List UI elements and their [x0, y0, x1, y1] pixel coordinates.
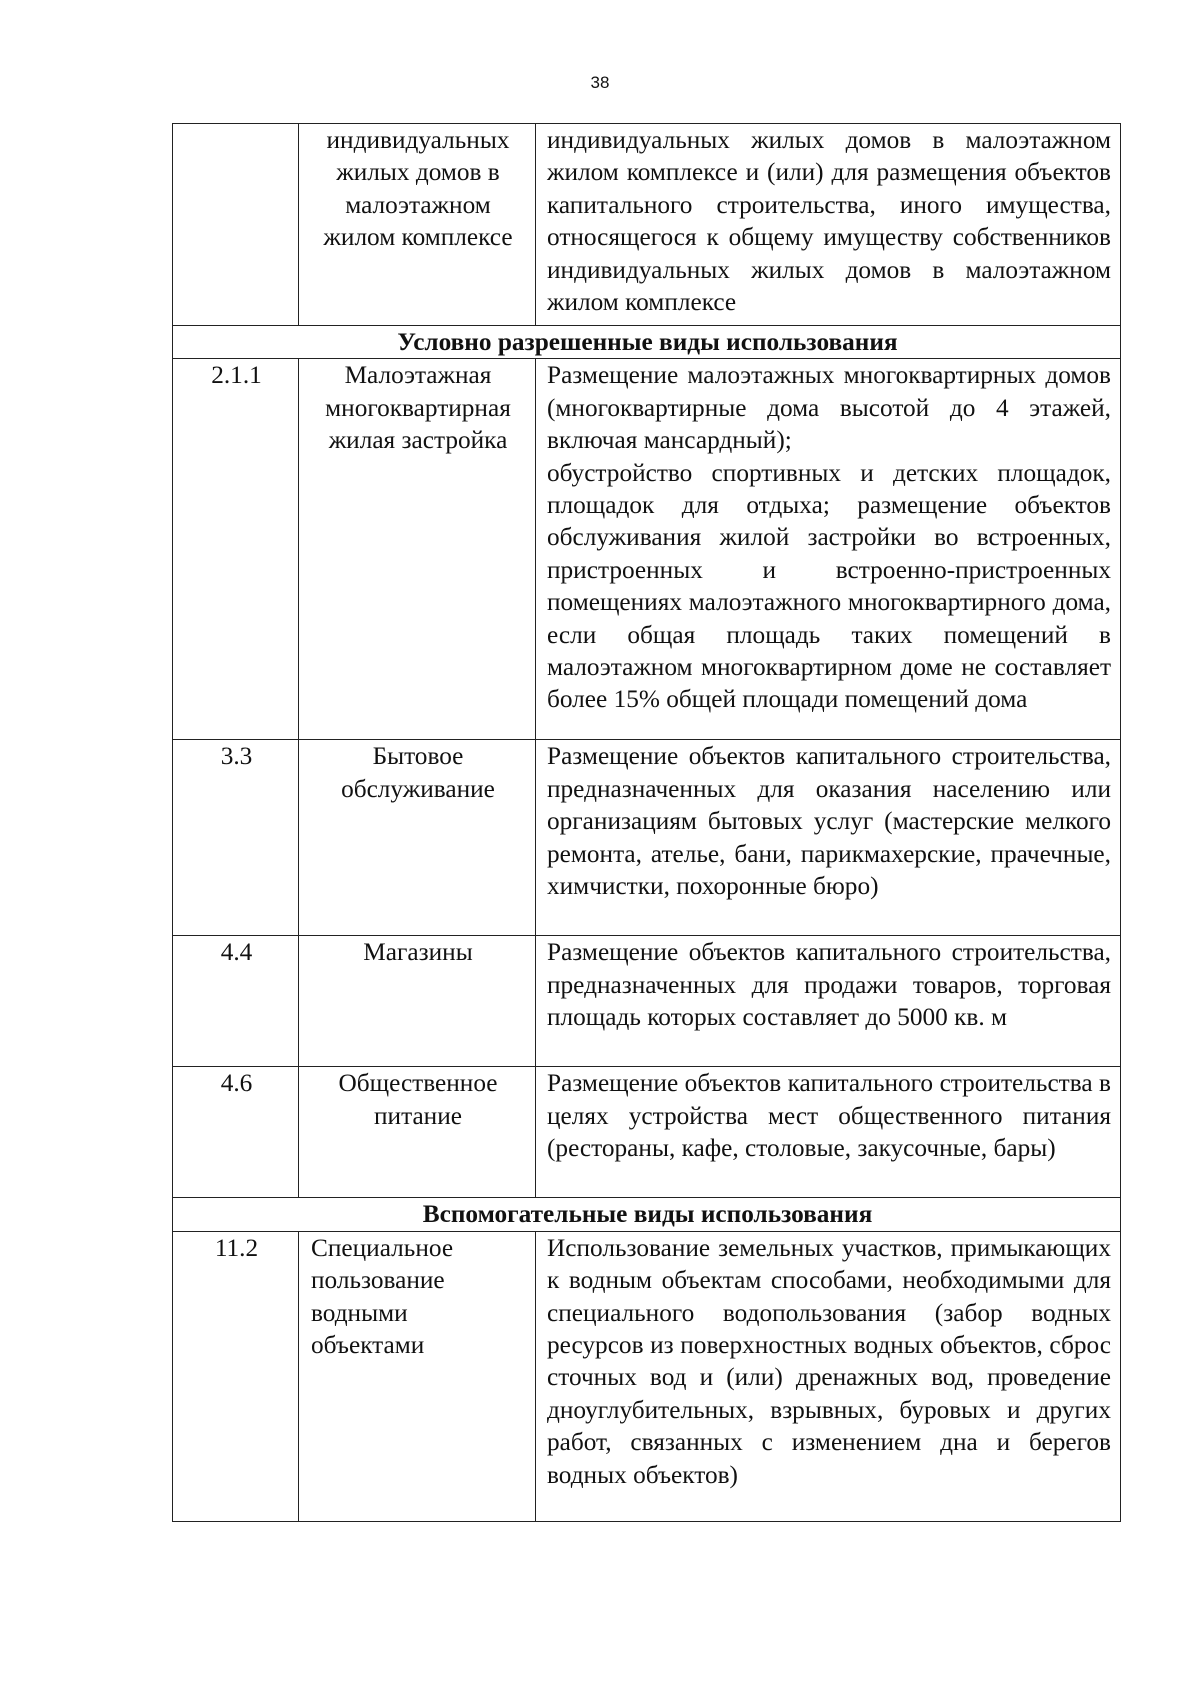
section-heading-auxiliary: Вспомогательные виды использования [173, 1198, 1121, 1231]
use-description-cell: индивидуальных жилых домов в малоэтажном жилом комплексе и (или) для размещения объектов капитального строительства, иного имущества, относящегося к общему имуществу собственников индивидуальных жилых домов в малоэтажном жилом комплексе [536, 124, 1121, 326]
table-row [173, 1231, 1121, 1521]
use-description-cell: Размещение объектов капитального строительства, предназначенных для оказания населению или организациям бытовых услуг (мастерские мелкого ремонта, ателье, бани, парикмахерские, прачечные, химчистки, похоронные бюро) [536, 740, 1121, 936]
description-paragraph: Размещение малоэтажных многоквартирных домов (многоквартирные дома высотой до 4 этажей, включая мансардный); [547, 361, 1111, 455]
use-code-cell: 4.4 [173, 936, 299, 1067]
use-description-cell: Размещение объектов капитального строительства, предназначенных для продажи товаров, торговая площадь которых составляет до 5000 кв. м [536, 936, 1121, 1067]
use-code-cell: 4.6 [173, 1067, 299, 1198]
table-row [173, 124, 1121, 326]
table-row [173, 1067, 1121, 1198]
use-description-cell: Использование земельных участков, примыкающих к водным объектам способами, необходимыми для специального водопользования (забор водных ресурсов из поверхностных водных объектов, сброс сточных вод и (или) дренажных вод, проведение дноуглубительных, взрывных, буровых и других работ, связанных с изменением дна и берегов водных объектов) [536, 1231, 1121, 1521]
table-row [173, 359, 1121, 740]
use-code-cell: 2.1.1 [173, 359, 299, 740]
use-code-cell: 11.2 [173, 1231, 299, 1521]
description-paragraph: обустройство спортивных и детских площадок, площадок для отдыха; размещение объектов обслуживания жилой застройки во встроенных, пристроенных и встроенно-пристроенных помещениях малоэтажного многоквартирного дома, если общая площадь таких помещений в малоэтажном многоквартирном доме не составляет более 15% общей площади помещений дома [547, 458, 1111, 714]
use-name-cell: Общественное питание [299, 1067, 536, 1198]
use-description-cell [536, 359, 1121, 740]
page-number: 38 [590, 73, 610, 92]
table-row [173, 936, 1121, 1067]
use-description-cell: Размещение объектов капитального строительства в целях устройства мест общественного питания (рестораны, кафе, столовые, закусочные, бары) [536, 1067, 1121, 1198]
use-name-cell: индивидуальных жилых домов в малоэтажном жилом комплексе [299, 124, 536, 326]
table-row [173, 740, 1121, 936]
section-heading-conditional: Условно разрешенные виды использования [173, 326, 1121, 359]
section-header-row [173, 1198, 1121, 1231]
land-use-table [172, 123, 1121, 1522]
section-header-row [173, 326, 1121, 359]
use-code-cell: 3.3 [173, 740, 299, 936]
use-name-cell: Малоэтажная многоквартирная жилая застройка [299, 359, 536, 740]
use-code-cell [173, 124, 299, 326]
use-name-cell: Специальное пользование водными объектами [299, 1231, 536, 1521]
use-name-cell: Магазины [299, 936, 536, 1067]
use-name-cell: Бытовое обслуживание [299, 740, 536, 936]
